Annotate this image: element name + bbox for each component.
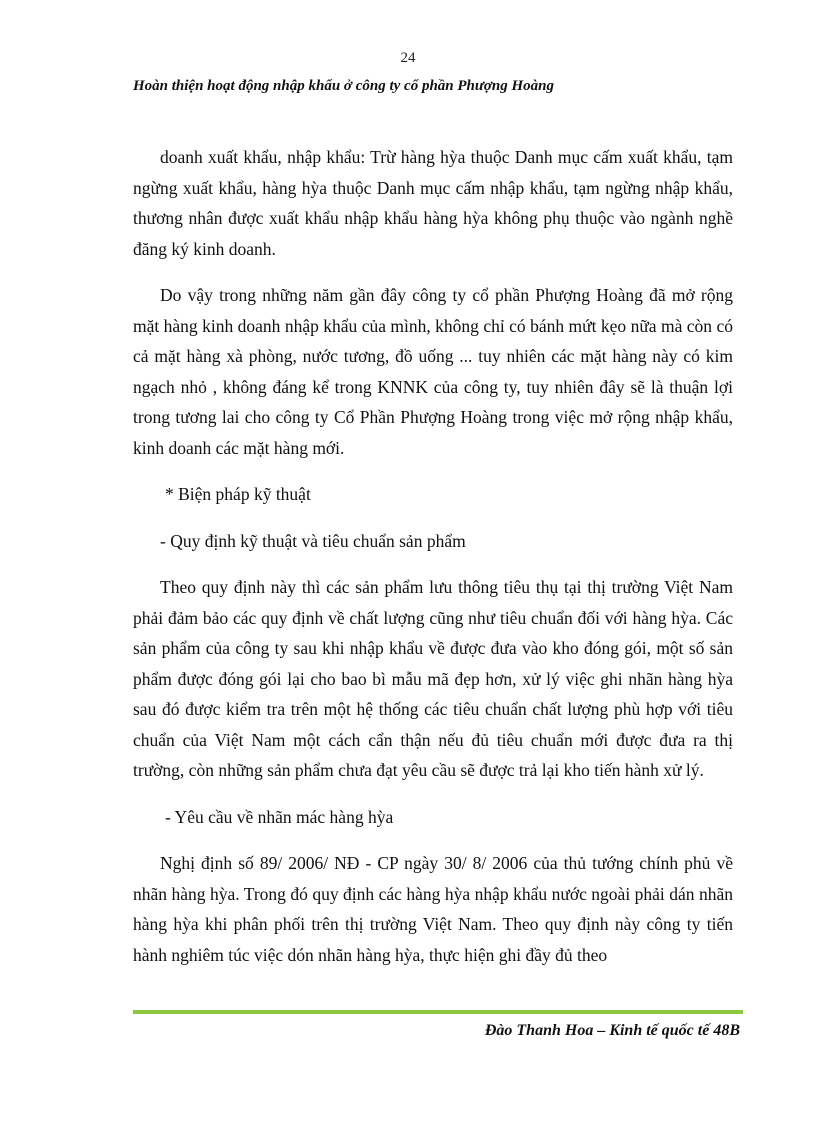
page-number: 24 [400,50,416,66]
document-body [133,142,733,970]
paragraph-1: doanh xuất khẩu, nhập khẩu: Trừ hàng hỳa thuộc Danh mục cấm xuất khẩu, tạm ngừng xuất khẩu, hàng hỳa thuộc Danh mục cấm nhập khẩu, tạm ngừng nhập khẩu, thương nhân được xuất khẩu nhập khẩu hàng hỳa không phụ thuộc vào ngành nghề đăng ký kinh doanh. [133,147,733,259]
footer-author: Đào Thanh Hoa – Kinh tế quốc tế 48B [484,1022,740,1039]
subheading-technical-regulations: - Quy định kỹ thuật và tiêu chuẩn sản phẩm [160,530,466,551]
footer-divider [133,1010,743,1014]
running-header: Hoàn thiện hoạt động nhập khẩu ở công ty cổ phần Phượng Hoàng [133,78,555,94]
paragraph-4: Nghị định số 89/ 2006/ NĐ - CP ngày 30/ 8/ 2006 của thủ tướng chính phủ về nhãn hàng hỳa. Trong đó quy định các hàng hỳa nhập khẩu nước ngoài phải dán nhãn hàng hỳa khi phân phối trên thị trường Việt Nam. Theo quy định này công ty tiến hành nghiêm túc việc dón nhãn hàng hỳa, thực hiện ghi đầy đủ theo [133,853,733,965]
paragraph-2: Do vậy trong những năm gần đây công ty cổ phần Phượng Hoàng đã mở rộng mặt hàng kinh doanh nhập khẩu của mình, không chỉ có bánh mứt kẹo nữa mà còn có cả mặt hàng xà phòng, nước tương, đồ uống ... tuy nhiên các mặt hàng này có kim ngạch nhỏ , không đáng kể trong KNNK của công ty, tuy nhiên đây sẽ là thuận lợi trong tương lai cho công ty Cổ Phần Phượng Hoàng trong việc mở rộng nhập khẩu, kinh doanh các mặt hàng mới. [133,285,733,458]
paragraph-3: Theo quy định này thì các sản phẩm lưu thông tiêu thụ tại thị trường Việt Nam phải đảm bảo các quy định về chất lượng cũng như tiêu chuẩn đối với hàng hỳa. Các sản phẩm của công ty sau khi nhập khẩu về được đưa vào kho đóng gói, một số sản phẩm được đóng gói lại cho bao bì mẫu mã đẹp hơn, xử lý việc ghi nhãn hàng hỳa sau đó được kiểm tra trên một hệ thống các tiêu chuẩn chất lượng phù hợp với tiêu chuẩn của Việt Nam một cách cẩn thận nếu đủ tiêu chuẩn mới được đưa ra thị trường, còn những sản phẩm chưa đạt yêu cầu sẽ được trả lại kho tiến hành xử lý. [133,577,733,780]
subheading-labeling-requirements: - Yêu cầu về nhãn mác hàng hỳa [165,806,394,827]
section-heading-technical-measures: * Biện pháp kỹ thuật [165,484,311,504]
